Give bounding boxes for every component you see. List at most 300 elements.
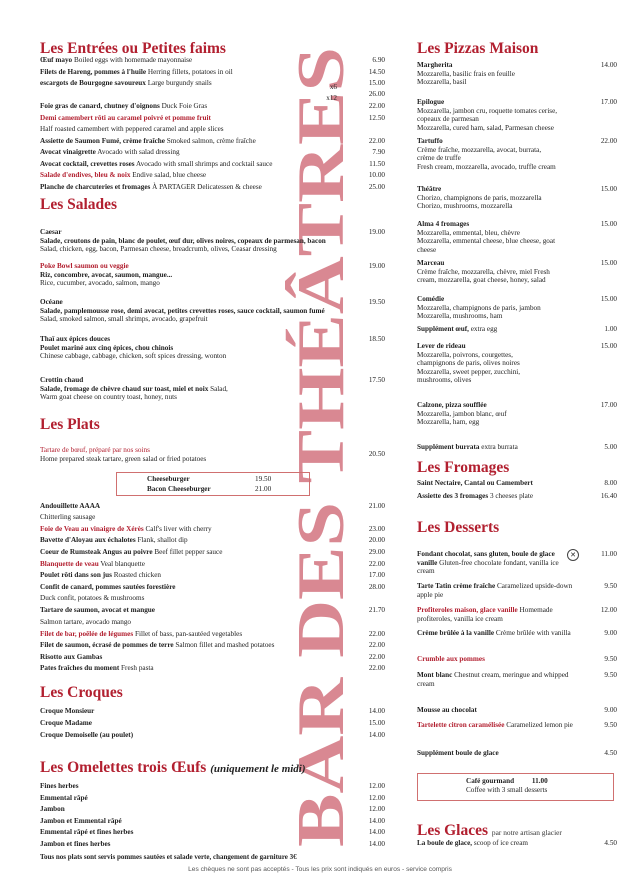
footer-note: Les chèques ne sont pas acceptés - Tous les prix sont indiqués en euros - service compris bbox=[188, 866, 452, 873]
banner-text: BAR DES THÉÂTRES bbox=[284, 178, 358, 847]
plat-name: Bavette d'Aloyau aux échalotes bbox=[40, 536, 136, 544]
entree-desc: Avocado with small shrimps and cocktail sauce bbox=[136, 160, 273, 168]
omelette-price: 12.00 bbox=[368, 805, 385, 813]
dessert-price: 9.50 bbox=[604, 655, 617, 663]
pizza-line: Mozzarella, jambon cru, roquette tomates cerise, bbox=[417, 106, 558, 115]
entree-price: 22.00 bbox=[368, 102, 385, 110]
salade-text bbox=[40, 237, 385, 246]
pizza-price: 14.00 bbox=[600, 61, 617, 69]
dessert-desc: Caramelized lemon pie bbox=[506, 721, 573, 729]
burger-name: Cheeseburger bbox=[147, 475, 190, 483]
fromages-title: Les Fromages bbox=[417, 459, 510, 476]
glaces-name: La boule de glace, bbox=[417, 839, 473, 847]
entree-text bbox=[40, 171, 385, 180]
dessert-text bbox=[417, 706, 617, 715]
pizza-line: Chorizo, champignons de paris, mozzarella bbox=[417, 193, 542, 202]
dessert-name: Profiteroles maison, glace vanille bbox=[417, 606, 518, 614]
pizza-name: Epilogue bbox=[417, 98, 445, 106]
salade-item bbox=[40, 228, 385, 254]
burger-item bbox=[147, 485, 297, 493]
entree-name: Planche de charcuteries et fromages bbox=[40, 183, 151, 191]
salade-desc: Warm goat cheese on country toast, honey, nuts bbox=[40, 393, 177, 402]
cafe-name: Café gourmand bbox=[466, 777, 515, 785]
plat-name: Blanquette de veau bbox=[40, 560, 99, 568]
dessert-desc: Crème brûlée with vanilla bbox=[495, 629, 571, 637]
pizza-head bbox=[417, 342, 617, 351]
plat-desc: Calf's liver with cherry bbox=[145, 525, 212, 533]
dessert-item bbox=[417, 721, 617, 730]
plat-price: 21.70 bbox=[368, 606, 385, 614]
omelette-name: Emmental râpé bbox=[40, 793, 88, 802]
pizza-line: Crème fraîche, mozzarella, chèvre, miel Fresh bbox=[417, 267, 550, 276]
dessert-price: 9.00 bbox=[604, 706, 617, 714]
croque-item bbox=[40, 707, 385, 716]
entree-desc: Avocado with salad dressing bbox=[97, 148, 180, 156]
entree-name: escargots de Bourgogne savoureux bbox=[40, 79, 146, 87]
fromage-text bbox=[417, 492, 617, 501]
dessert-text bbox=[417, 550, 617, 576]
dessert-price: 4.50 bbox=[604, 749, 617, 757]
pizza-line: Mozzarella, jambon blanc, œuf bbox=[417, 409, 507, 418]
plat-desc: Salmon tartare, avocado mango bbox=[40, 618, 132, 626]
plat-item bbox=[40, 618, 385, 627]
croque-price: 15.00 bbox=[368, 719, 385, 727]
cafe-desc: Coffee with 3 small desserts bbox=[466, 786, 548, 794]
dessert-text bbox=[417, 655, 617, 664]
pizza-head bbox=[417, 220, 617, 229]
omelette-item bbox=[40, 794, 385, 803]
entree-item bbox=[40, 68, 385, 77]
salade-heading: Poke Bowl saumon ou veggie bbox=[40, 262, 129, 270]
pizza-line: Crème fraîche, mozzarella, avocat, burrata, bbox=[417, 145, 542, 154]
pizza-item bbox=[417, 443, 617, 452]
pizza-name: Lever de rideau bbox=[417, 342, 466, 350]
burger-price: 19.50 bbox=[255, 475, 272, 483]
pizza-line: Mozzarella, champignons de paris, jambon bbox=[417, 303, 541, 312]
entree-price: 7.90 bbox=[372, 148, 385, 156]
entrees-title: Les Entrées ou Petites faims bbox=[40, 40, 226, 57]
dessert-text bbox=[417, 606, 617, 623]
plat-name: Pates fraîches du moment bbox=[40, 664, 120, 672]
salade-heading: Caesar bbox=[40, 228, 62, 236]
pizza-line: Mozzarella, mushrooms, ham bbox=[417, 312, 503, 321]
omelette-item bbox=[40, 828, 385, 837]
salade-name: Riz, concombre, avocat, saumon, mangue... bbox=[40, 270, 173, 279]
entree-desc: Duck Foie Gras bbox=[161, 102, 208, 110]
omelette-item bbox=[40, 840, 385, 849]
croque-name: Croque Madame bbox=[40, 719, 92, 727]
entree-item bbox=[40, 160, 385, 169]
plat-text bbox=[40, 641, 385, 650]
pizza-item bbox=[417, 185, 617, 211]
pizza-line: mushrooms, olives bbox=[417, 376, 472, 385]
pizza-line: Mozzarella, emmental cheese, blue cheese, goat bbox=[417, 237, 556, 246]
plat-item bbox=[40, 583, 385, 592]
dessert-text bbox=[417, 749, 617, 758]
salade-price: 19.00 bbox=[368, 262, 385, 270]
fromage-text bbox=[417, 479, 617, 488]
plat-name: Andouillette AAAA bbox=[40, 502, 101, 510]
plat-desc: Duck confit, potatoes & mushrooms bbox=[40, 594, 145, 602]
entree-item bbox=[40, 56, 385, 65]
plat-price: 20.00 bbox=[368, 536, 385, 544]
glaces-title-text: Les Glaces bbox=[417, 822, 489, 839]
glaces-title bbox=[417, 822, 562, 840]
plat-text bbox=[40, 664, 385, 673]
croque-price: 14.00 bbox=[368, 731, 385, 739]
dessert-text bbox=[417, 582, 617, 599]
salade-name: Salade, pamplemousse rose, demi avocat, petites crevettes roses, sauce cocktail, saumon fumé bbox=[40, 306, 325, 315]
pizza-line: crème de truffe bbox=[417, 154, 461, 163]
entree-desc: Boiled eggs with homemade mayonnaise bbox=[73, 56, 193, 64]
pizza-name: Marceau bbox=[417, 259, 445, 267]
croque-price: 14.00 bbox=[368, 707, 385, 715]
entree-item bbox=[40, 171, 385, 180]
dessert-name: Crème brûlée à la vanille bbox=[417, 629, 495, 637]
dessert-price: 9.50 bbox=[604, 671, 617, 679]
pizza-price: 1.00 bbox=[604, 325, 617, 333]
entree-text bbox=[40, 102, 385, 111]
pizzas-title: Les Pizzas Maison bbox=[417, 40, 539, 57]
salade-name: Salade, fromage de chèvre chaud sur toast, miel et noix bbox=[40, 384, 209, 393]
pizza-head bbox=[417, 295, 617, 304]
pizza-line: Chorizo, mushrooms, mozzarella bbox=[417, 202, 513, 211]
plat-item bbox=[40, 548, 385, 557]
plat-price: 28.00 bbox=[368, 583, 385, 591]
entree-item bbox=[40, 137, 385, 146]
pizza-line: Mozzarella, emmental, bleu, chèvre bbox=[417, 228, 520, 237]
plat-text bbox=[40, 583, 385, 592]
pizza-item bbox=[417, 98, 617, 132]
plat-text bbox=[40, 606, 385, 615]
pizza-head bbox=[417, 137, 617, 146]
dessert-desc: Homemade profiteroles, vanilla ice cream bbox=[417, 606, 553, 623]
plat-item bbox=[40, 630, 385, 639]
pizza-name: Calzone, pizza soufflée bbox=[417, 401, 487, 409]
cafe-box bbox=[417, 773, 614, 801]
cafe-name-row bbox=[466, 777, 548, 785]
dessert-price: 9.00 bbox=[604, 629, 617, 637]
pizza-desc: extra burrata bbox=[481, 443, 518, 451]
fromage-price: 8.00 bbox=[604, 479, 617, 487]
plat-desc: Veal blanquette bbox=[100, 560, 145, 568]
plat-desc: Flank, shallot dip bbox=[137, 536, 188, 544]
dessert-name: Mousse au chocolat bbox=[417, 706, 477, 714]
dessert-text bbox=[417, 629, 617, 638]
glaces-price: 4.50 bbox=[604, 839, 617, 847]
plat-name: Tartare de saumon, avocat et mangue bbox=[40, 606, 155, 614]
croque-name: Croque Monsieur bbox=[40, 707, 95, 715]
entree-text bbox=[40, 68, 385, 77]
dessert-desc: Caramelized upside-down apple pie bbox=[417, 582, 573, 599]
omelette-name: Fines herbes bbox=[40, 782, 79, 790]
entree-item bbox=[40, 125, 385, 134]
salade-item bbox=[40, 298, 385, 324]
entree-item bbox=[40, 183, 385, 192]
salade-desc: Salad, chicken, egg, bacon, Parmesan cheese, breadcrumb, olives, Ceasar dressing bbox=[40, 245, 277, 254]
fromage-name: Assiette des 3 fromages bbox=[417, 492, 489, 500]
fromage-item bbox=[417, 479, 617, 488]
dessert-price: 12.00 bbox=[600, 606, 617, 614]
croque-item bbox=[40, 719, 385, 728]
tartare-desc: Home prepared steak tartare, green salad or fried potatoes bbox=[40, 454, 207, 463]
salade-name: Salade, croutons de pain, blanc de poulet, œuf dur, olives noires, copeaux de parmesan, bacon bbox=[40, 236, 326, 245]
plat-desc: Beef fillet pepper sauce bbox=[154, 548, 223, 556]
pizza-line: Mozzarella, basilic frais en feuille bbox=[417, 69, 515, 78]
pizza-item bbox=[417, 220, 617, 254]
plat-text bbox=[40, 571, 385, 580]
salade-item bbox=[40, 262, 385, 288]
pizza-name: Supplément burrata bbox=[417, 443, 480, 451]
entree-name: Assiette de Saumon Fumé, crème fraîche bbox=[40, 137, 165, 145]
salade-text bbox=[40, 307, 385, 316]
pizza-item bbox=[417, 401, 617, 427]
entree-qty: x12 bbox=[326, 94, 337, 102]
dessert-text bbox=[417, 721, 617, 730]
salade-item bbox=[40, 335, 385, 361]
omelette-price: 14.00 bbox=[368, 828, 385, 836]
salade-desc: Rice, cucumber, avocado, salmon, mango bbox=[40, 279, 160, 288]
plat-item bbox=[40, 513, 385, 522]
entree-item bbox=[40, 102, 385, 111]
dessert-name: Mont blanc bbox=[417, 671, 453, 679]
plat-text bbox=[40, 618, 385, 627]
entree-price: 12.50 bbox=[368, 114, 385, 122]
plat-text bbox=[40, 513, 385, 522]
pizza-name: Tartuffo bbox=[417, 137, 443, 145]
plat-price: 21.00 bbox=[368, 502, 385, 510]
entree-price: 14.50 bbox=[368, 68, 385, 76]
omelette-price: 12.00 bbox=[368, 793, 385, 802]
entree-name: Salade d'endives, bleu & noix bbox=[40, 171, 131, 179]
pizza-item bbox=[417, 137, 617, 171]
desserts-title: Les Desserts bbox=[417, 519, 500, 536]
entree-price: 22.00 bbox=[368, 137, 385, 145]
entree-text bbox=[40, 125, 385, 134]
pizza-item bbox=[417, 295, 617, 321]
omelettes-title bbox=[40, 759, 306, 777]
plat-text bbox=[40, 653, 385, 662]
entree-text bbox=[40, 56, 385, 65]
croque-name: Croque Demoiselle (au poulet) bbox=[40, 731, 134, 739]
pizza-desc: extra egg bbox=[470, 325, 498, 333]
entree-item bbox=[40, 148, 385, 157]
pizza-head bbox=[417, 185, 617, 194]
plat-text bbox=[40, 560, 385, 569]
pizza-price: 17.00 bbox=[600, 98, 617, 106]
fromage-item bbox=[417, 492, 617, 501]
salade-name: Poulet mariné aux cinq épices, chou chinois bbox=[40, 343, 174, 352]
pizza-line: Mozzarella, basil bbox=[417, 78, 467, 87]
pizza-line: copeaux de parmesan bbox=[417, 115, 479, 124]
pizza-line: Mozzarella, poivrons, courgettes, bbox=[417, 350, 513, 359]
plat-name: Foie de Veau au vinaigre de Xérès bbox=[40, 525, 144, 533]
plat-name: Filet de saumon, écrasé de pommes de terre bbox=[40, 641, 174, 649]
pizza-head bbox=[417, 61, 617, 70]
pizza-price: 17.00 bbox=[600, 401, 617, 409]
pizza-item bbox=[417, 342, 617, 385]
plat-item bbox=[40, 664, 385, 673]
dessert-item bbox=[417, 655, 617, 664]
omelette-item bbox=[40, 805, 385, 814]
footnote: Tous nos plats sont servis pommes sautées et salade verte, changement de garniture 3€ bbox=[40, 853, 297, 861]
entree-qty: x6 bbox=[329, 83, 337, 91]
plat-item bbox=[40, 571, 385, 580]
entree-name: Avocat vinaigrette bbox=[40, 148, 96, 156]
glaces-sub: par notre artisan glacier bbox=[491, 828, 562, 837]
salade-text bbox=[40, 344, 385, 353]
fromage-name: Saint Nectaire, Cantal ou Camembert bbox=[417, 479, 533, 487]
plat-item bbox=[40, 594, 385, 603]
pizza-price: 15.00 bbox=[600, 185, 617, 193]
dessert-name: Fondant chocolat, sans gluten, boule de glace vanille bbox=[417, 550, 555, 567]
plat-text bbox=[40, 536, 385, 545]
salade-desc: Salad, smoked salmon, small shrimps, avocado, grapefruit bbox=[40, 315, 208, 324]
salade-heading: Crottin chaud bbox=[40, 376, 84, 384]
entree-price: 26.00 bbox=[368, 90, 385, 98]
burger-name: Bacon Cheeseburger bbox=[147, 484, 211, 493]
plat-name: Confit de canard, pommes sautées forestière bbox=[40, 583, 176, 591]
burger-box bbox=[116, 472, 310, 496]
salade-price: 18.50 bbox=[368, 335, 385, 343]
pizza-item bbox=[417, 259, 617, 285]
dessert-price: 9.50 bbox=[604, 582, 617, 590]
glaces-desc: scoop of ice cream bbox=[473, 839, 528, 847]
fork-knife-icon: ✕ bbox=[567, 549, 579, 561]
pizza-head bbox=[417, 259, 617, 268]
pizza-line: Mozzarella, cured ham, salad, Parmesan cheese bbox=[417, 123, 554, 132]
salade-heading: Océane bbox=[40, 298, 63, 306]
pizza-head bbox=[417, 443, 617, 452]
dessert-desc: Gluten-free chocolate fondant, vanilla ice cream bbox=[417, 558, 559, 576]
plat-price: 17.00 bbox=[368, 571, 385, 579]
dessert-item bbox=[417, 606, 617, 623]
omelette-item bbox=[40, 817, 385, 826]
plat-price: 23.00 bbox=[368, 525, 385, 533]
plat-desc: Salmon fillet and mashed potatoes bbox=[175, 641, 275, 649]
pizza-price: 22.00 bbox=[600, 137, 617, 145]
plat-item bbox=[40, 560, 385, 569]
plat-name: Risotto aux Gambas bbox=[40, 653, 103, 661]
omelettes-note: (uniquement le midi) bbox=[210, 763, 306, 775]
pizza-name: Alma 4 fromages bbox=[417, 220, 470, 228]
entree-desc: Smoked salmon, crème fraîche bbox=[166, 137, 256, 145]
dessert-item bbox=[417, 629, 617, 638]
entree-price: 11.50 bbox=[369, 160, 385, 168]
dessert-item bbox=[417, 550, 617, 576]
pizza-head bbox=[417, 98, 617, 107]
entree-name: Œuf mayo bbox=[40, 56, 73, 64]
entree-desc: Endive salad, blue cheese bbox=[132, 171, 207, 179]
pizza-item bbox=[417, 61, 617, 87]
pizza-name: Margherita bbox=[417, 61, 453, 69]
plat-item bbox=[40, 641, 385, 650]
pizza-line: cheese bbox=[417, 245, 437, 254]
pizza-line: Mozzarella, sweet pepper, zucchini, bbox=[417, 367, 521, 376]
entree-name: Demi camembert rôti au caramel poivré et pomme fruit bbox=[40, 114, 211, 122]
pizza-line: Fresh cream, mozzarella, avocado, truffle cream bbox=[417, 162, 556, 171]
omelette-item bbox=[40, 782, 385, 791]
pizza-name: Comédie bbox=[417, 295, 445, 303]
omelette-price: 14.00 bbox=[368, 839, 385, 848]
entree-text bbox=[40, 160, 385, 169]
plat-name: Coeur de Rumsteak Angus au poivre bbox=[40, 548, 153, 556]
omelette-name: Jambon et Emmental râpé bbox=[40, 816, 122, 825]
plat-price: 22.00 bbox=[368, 664, 385, 672]
tartare-item bbox=[40, 446, 385, 463]
pizza-line: champignons de paris, olives noires bbox=[417, 359, 520, 368]
plat-item bbox=[40, 536, 385, 545]
dessert-price: 9.50 bbox=[604, 721, 617, 729]
salade-desc-inline: Salad, bbox=[210, 384, 228, 393]
plat-item bbox=[40, 606, 385, 615]
pizza-price: 15.00 bbox=[600, 342, 617, 350]
plat-item bbox=[40, 502, 385, 511]
dessert-desc: Chestnut cream, meringue and whipped cream bbox=[417, 671, 569, 688]
salade-heading: Thaï aux épices douces bbox=[40, 335, 111, 343]
plat-text bbox=[40, 594, 385, 603]
entree-text bbox=[40, 114, 385, 123]
burger-price: 21.00 bbox=[255, 484, 272, 493]
omelette-name: Emmental râpé et fines herbes bbox=[40, 828, 134, 836]
plat-text bbox=[40, 548, 385, 557]
pizza-price: 15.00 bbox=[600, 220, 617, 228]
pizza-line: cream, mozzarella, goat cheese, honey, salad bbox=[417, 276, 546, 285]
plat-desc: Roasted chicken bbox=[113, 571, 161, 579]
salade-desc: Chinese cabbage, cabbage, chicken, soft spices dressing, wonton bbox=[40, 352, 227, 361]
plat-price: 29.00 bbox=[368, 548, 385, 556]
plat-item bbox=[40, 653, 385, 662]
plat-text bbox=[40, 525, 385, 534]
pizza-price: 15.00 bbox=[600, 295, 617, 303]
pizza-item bbox=[417, 325, 617, 334]
entree-name: Filets de Hareng, pommes à l'huile bbox=[40, 68, 147, 76]
pizza-head bbox=[417, 325, 617, 334]
omelette-name: Jambon bbox=[40, 805, 65, 813]
plat-name: Filet de bar, poêlée de légumes bbox=[40, 630, 134, 638]
dessert-item bbox=[417, 671, 617, 688]
entree-item bbox=[40, 114, 385, 123]
entree-text bbox=[40, 148, 385, 157]
entree-name: Avocat cocktail, crevettes roses bbox=[40, 160, 135, 168]
salade-text bbox=[40, 271, 385, 280]
salades-title: Les Salades bbox=[40, 196, 118, 213]
plat-name: Poulet rôti dans son jus bbox=[40, 571, 112, 579]
entree-price: 10.00 bbox=[368, 171, 385, 179]
tartare-price: 20.50 bbox=[368, 450, 385, 458]
glaces-item bbox=[417, 839, 617, 848]
fromage-price: 16.40 bbox=[600, 492, 617, 500]
plat-desc: Chitterling sausage bbox=[40, 513, 96, 521]
salade-text bbox=[40, 385, 385, 394]
plat-item bbox=[40, 525, 385, 534]
dessert-text bbox=[417, 671, 617, 688]
entree-desc: Half roasted camembert with peppered caramel and apple slices bbox=[40, 125, 224, 133]
croque-item bbox=[40, 731, 385, 740]
omelette-price: 14.00 bbox=[368, 816, 385, 825]
tartare-name: Tartare de bœuf, préparé par nos soins bbox=[40, 446, 150, 454]
plat-price: 22.00 bbox=[368, 630, 385, 638]
pizza-name: Supplément œuf, bbox=[417, 325, 469, 333]
plat-text bbox=[40, 502, 385, 511]
entree-name: Foie gras de canard, chutney d'oignons bbox=[40, 102, 160, 110]
dessert-item bbox=[417, 582, 617, 599]
plat-price: 22.00 bbox=[368, 641, 385, 649]
omelette-name: Jambon et fines herbes bbox=[40, 839, 111, 848]
pizza-line: Mozzarella, ham, egg bbox=[417, 418, 480, 427]
dessert-item bbox=[417, 749, 617, 758]
plats-title: Les Plats bbox=[40, 416, 100, 433]
